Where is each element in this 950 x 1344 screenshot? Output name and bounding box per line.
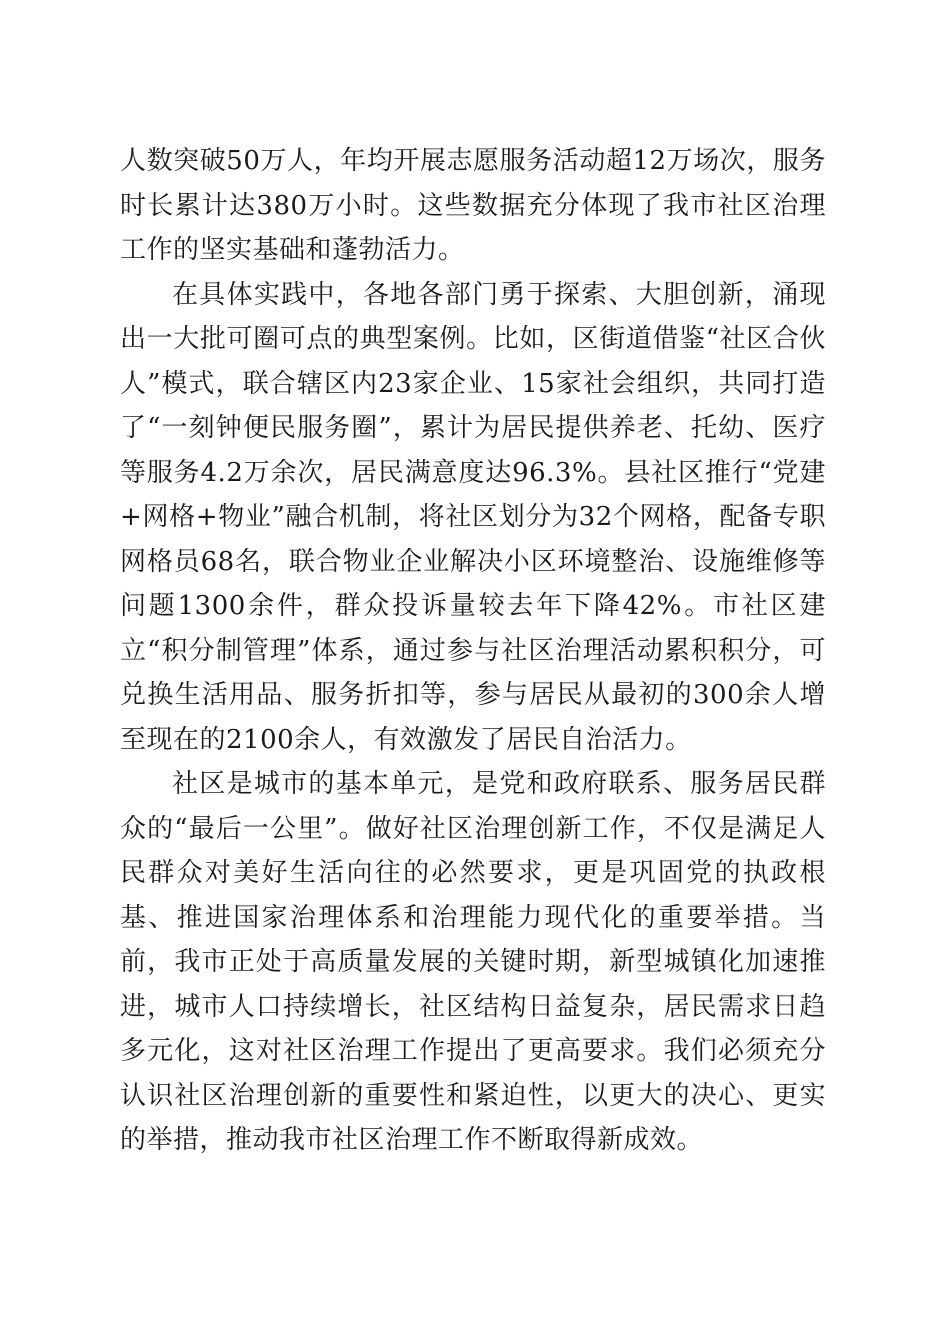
document-body bbox=[120, 139, 826, 1163]
paragraph-community-importance: 社区是城市的基本单元，是党和政府联系、服务居民群众的“最后一公里”。做好社区治理创新工作，不仅是满足人民群众对美好生活向往的必然要求，更是巩固党的执政根基、推进国家治理体系和治理能力现代化的重要举措。当前，我市正处于高质量发展的关键时期，新型城镇化加速推进，城市人口持续增长，社区结构日益复杂，居民需求日趋多元化，这对社区治理工作提出了更高要求。我们必须充分认识社区治理创新的重要性和紧迫性，以更大的决心、更实的举措，推动我市社区治理工作不断取得新成效。 bbox=[120, 769, 826, 1155]
paragraph-continuation: 人数突破50万人，年均开展志愿服务活动超12万场次，服务时长累计达380万小时。这些数据充分体现了我市社区治理工作的坚实基础和蓬勃活力。 bbox=[120, 146, 826, 265]
paragraph-typical-cases: 在具体实践中，各地各部门勇于探索、大胆创新，涌现出一大批可圈可点的典型案例。比如，区街道借鉴“社区合伙人”模式，联合辖区内23家企业、15家社会组织，共同打造了“一刻钟便民服务圈”，累计为居民提供养老、托幼、医疗等服务4.2万余次，居民满意度达96.3%。县社区推行“党建+网格+物业”融合机制，将社区划分为32个网格，配备专职网格员68名，联合物业企业解决小区环境整治、设施维修等问题1300余件，群众投诉量较去年下降42%。市社区建立“积分制管理”体系，通过参与社区治理活动累积积分，可兑换生活用品、服务折扣等，参与居民从最初的300余人增至现在的2100余人，有效激发了居民自治活力。 bbox=[120, 279, 826, 755]
